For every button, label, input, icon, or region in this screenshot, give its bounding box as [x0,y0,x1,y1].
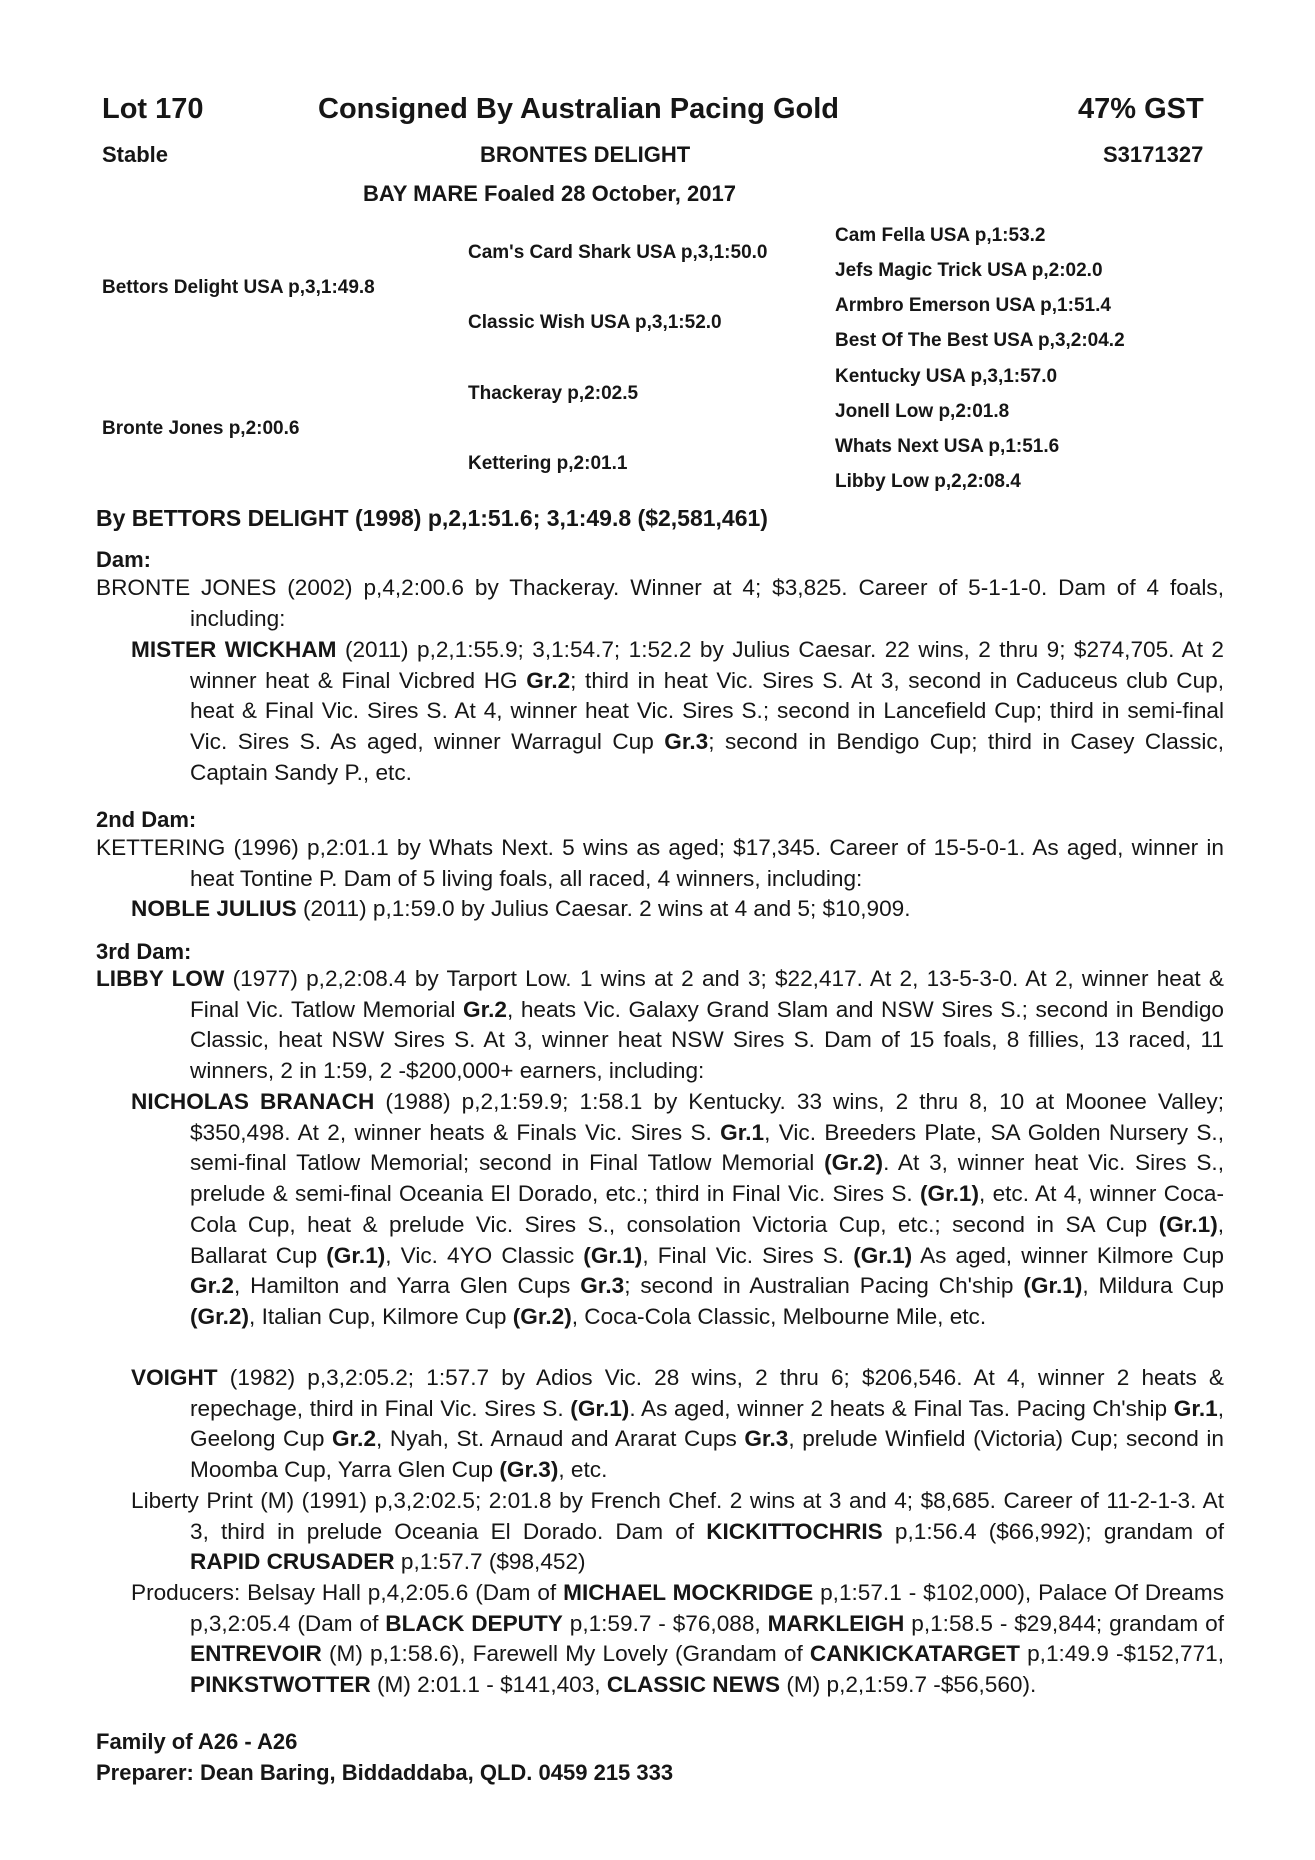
pedigree-sire-sire: Cam's Card Shark USA p,3,1:50.0 [468,242,768,263]
dam-summary: BRONTE JONES (2002) p,4,2:00.6 by Thackeray. Winner at 4; $3,825. Career of 5-1-1-0. Dam of 4 foals, including: [96,575,1224,631]
horse-description: BAY MARE Foaled 28 October, 2017 [363,181,736,206]
progeny-entry: NICHOLAS BRANACH (1988) p,2,1:59.9; 1:58.1 by Kentucky. 33 wins, 2 thru 8, 10 at Moonee Valley; $350,498. At 2, winner heats & Finals Vic. Sires S. Gr.1, Vic. Breeders Plate, SA Golden Nursery S., semi-final Tatlow Memorial; second in Final Tatlow Memorial (Gr.2). At 3, winner heat Vic. Sires S., prelude & semi-final Oceania El Dorado, etc.; third in Final Vic. Sires S. (Gr.1), etc. At 4, winner Coca-Cola Cup, heat & prelude Vic. Sires S., consolation Victoria Cup, etc.; second in SA Cup (Gr.1), Ballarat Cup (Gr.1), Vic. 4YO Classic (Gr.1), Final Vic. Sires S. (Gr.1) As aged, winner Kilmore Cup Gr.2, Hamilton and Yarra Glen Cups Gr.3; second in Australian Pacing Ch'ship (Gr.1), Mildura Cup (Gr.2), Italian Cup, Kilmore Cup (Gr.2), Coca-Cola Classic, Melbourne Mile, etc. [131,1089,1224,1329]
progeny-name: NOBLE JULIUS [131,896,297,921]
progeny-name: VOIGHT [131,1365,218,1390]
preparer-line: Preparer: Dean Baring, Biddaddaba, QLD. 0459 215 333 [96,1760,674,1785]
progeny-entry: NOBLE JULIUS (2011) p,1:59.0 by Julius Caesar. 2 wins at 4 and 5; $10,909. [131,896,911,921]
lot-number: Lot 170 [102,93,204,125]
third-dam-heading: 3rd Dam: [96,939,192,964]
progeny-entry: VOIGHT (1982) p,3,2:05.2; 1:57.7 by Adios Vic. 28 wins, 2 thru 6; $206,546. At 4, winner 2 heats & repechage, third in Final Vic. Sires S. (Gr.1). As aged, winner 2 heats & Final Tas. Pacing Ch'ship Gr.1, Geelong Cup Gr.2, Nyah, St. Arnaud and Ararat Cups Gr.3, prelude Winfield (Victoria) Cup; second in Moomba Cup, Yarra Glen Cup (Gr.3), etc. [131,1365,1224,1483]
family-line: Family of A26 - A26 [96,1729,298,1754]
pedigree-ggp: Armbro Emerson USA p,1:51.4 [835,295,1111,316]
second-dam-summary: KETTERING (1996) p,2:01.1 by Whats Next. 5 wins as aged; $17,345. Career of 15-5-0-1. As aged, winner in heat Tontine P. Dam of 5 living foals, all raced, 4 winners, including: [96,835,1224,891]
third-dam-name: LIBBY LOW [96,966,225,991]
progeny-entry: MISTER WICKHAM (2011) p,2,1:55.9; 3,1:54.7; 1:52.2 by Julius Caesar. 22 wins, 2 thru 9; $274,705. At 2 winner heat & Final Vicbred HG Gr.2; third in heat Vic. Sires S. At 3, second in Caduceus club Cup, heat & Final Vic. Sires S. At 4, winner heat Vic. Sires S.; second in Lancefield Cup; third in semi-final Vic. Sires S. As aged, winner Warragul Cup Gr.3; second in Bendigo Cup; third in Casey Classic, Captain Sandy P., etc. [131,637,1224,785]
pedigree-ggp: Jonell Low p,2:01.8 [835,401,1010,422]
consignor: Consigned By Australian Pacing Gold [318,93,839,125]
progeny-name: NICHOLAS BRANACH [131,1089,375,1114]
progeny-name: MISTER WICKHAM [131,637,337,662]
horse-name: BRONTES DELIGHT [480,142,691,167]
pedigree-dam: Bronte Jones p,2:00.6 [102,418,300,439]
pedigree-ggp: Best Of The Best USA p,3,2:04.2 [835,330,1125,351]
pedigree-ggp: Whats Next USA p,1:51.6 [835,436,1060,457]
pedigree-ggp: Cam Fella USA p,1:53.2 [835,225,1046,246]
pedigree-ggp: Libby Low p,2,2:08.4 [835,471,1021,492]
pedigree-dam-dam: Kettering p,2:01.1 [468,453,628,474]
second-dam-heading: 2nd Dam: [96,807,197,832]
producers-entry: Producers: Belsay Hall p,4,2:05.6 (Dam of MICHAEL MOCKRIDGE p,1:57.1 - $102,000), Palace Of Dreams p,3,2:05.4 (Dam of BLACK DEPUTY p,1:59.7 - $76,088, MARKLEIGH p,1:58.5 - $29,844; grandam of ENTREVOIR (M) p,1:58.6), Farewell My Lovely (Grandam of CANKICKATARGET p,1:49.9 -$152,771, PINKSTWOTTER (M) 2:01.1 - $141,403, CLASSIC NEWS (M) p,2,1:59.7 -$56,560). [131,1580,1224,1698]
pedigree-sire: Bettors Delight USA p,3,1:49.8 [102,277,375,298]
pedigree-ggp: Jefs Magic Trick USA p,2:02.0 [835,260,1103,281]
third-dam-summary: LIBBY LOW (1977) p,2,2:08.4 by Tarport Low. 1 wins at 2 and 3; $22,417. At 2, 13-5-3-0. At 2, winner heat & Final Vic. Tatlow Memorial Gr.2, heats Vic. Galaxy Grand Slam and NSW Sires S.; second in Bendigo Classic, heat NSW Sires S. At 3, winner heat NSW Sires S. Dam of 15 foals, 8 fillies, 13 raced, 11 winners, 2 in 1:59, 2 -$200,000+ earners, including: [96,966,1225,1084]
stable-label: Stable [102,142,169,167]
pedigree-dam-sire: Thackeray p,2:02.5 [468,383,639,404]
progeny-entry: Liberty Print (M) (1991) p,3,2:02.5; 2:01.8 by French Chef. 2 wins at 3 and 4; $8,685. Career of 11-2-1-3. At 3, third in prelude Oceania El Dorado. Dam of KICKITTOCHRIS p,1:56.4 ($66,992); grandam of RAPID CRUSADER p,1:57.7 ($98,452) [131,1488,1224,1575]
horse-id: S3171327 [1103,142,1204,167]
dam-heading: Dam: [96,547,152,572]
pedigree-ggp: Kentucky USA p,3,1:57.0 [835,366,1058,387]
gst-rate: 47% GST [1078,93,1204,125]
sire-line: By BETTORS DELIGHT (1998) p,2,1:51.6; 3,1:49.8 ($2,581,461) [96,505,768,531]
pedigree-sire-dam: Classic Wish USA p,3,1:52.0 [468,312,722,333]
